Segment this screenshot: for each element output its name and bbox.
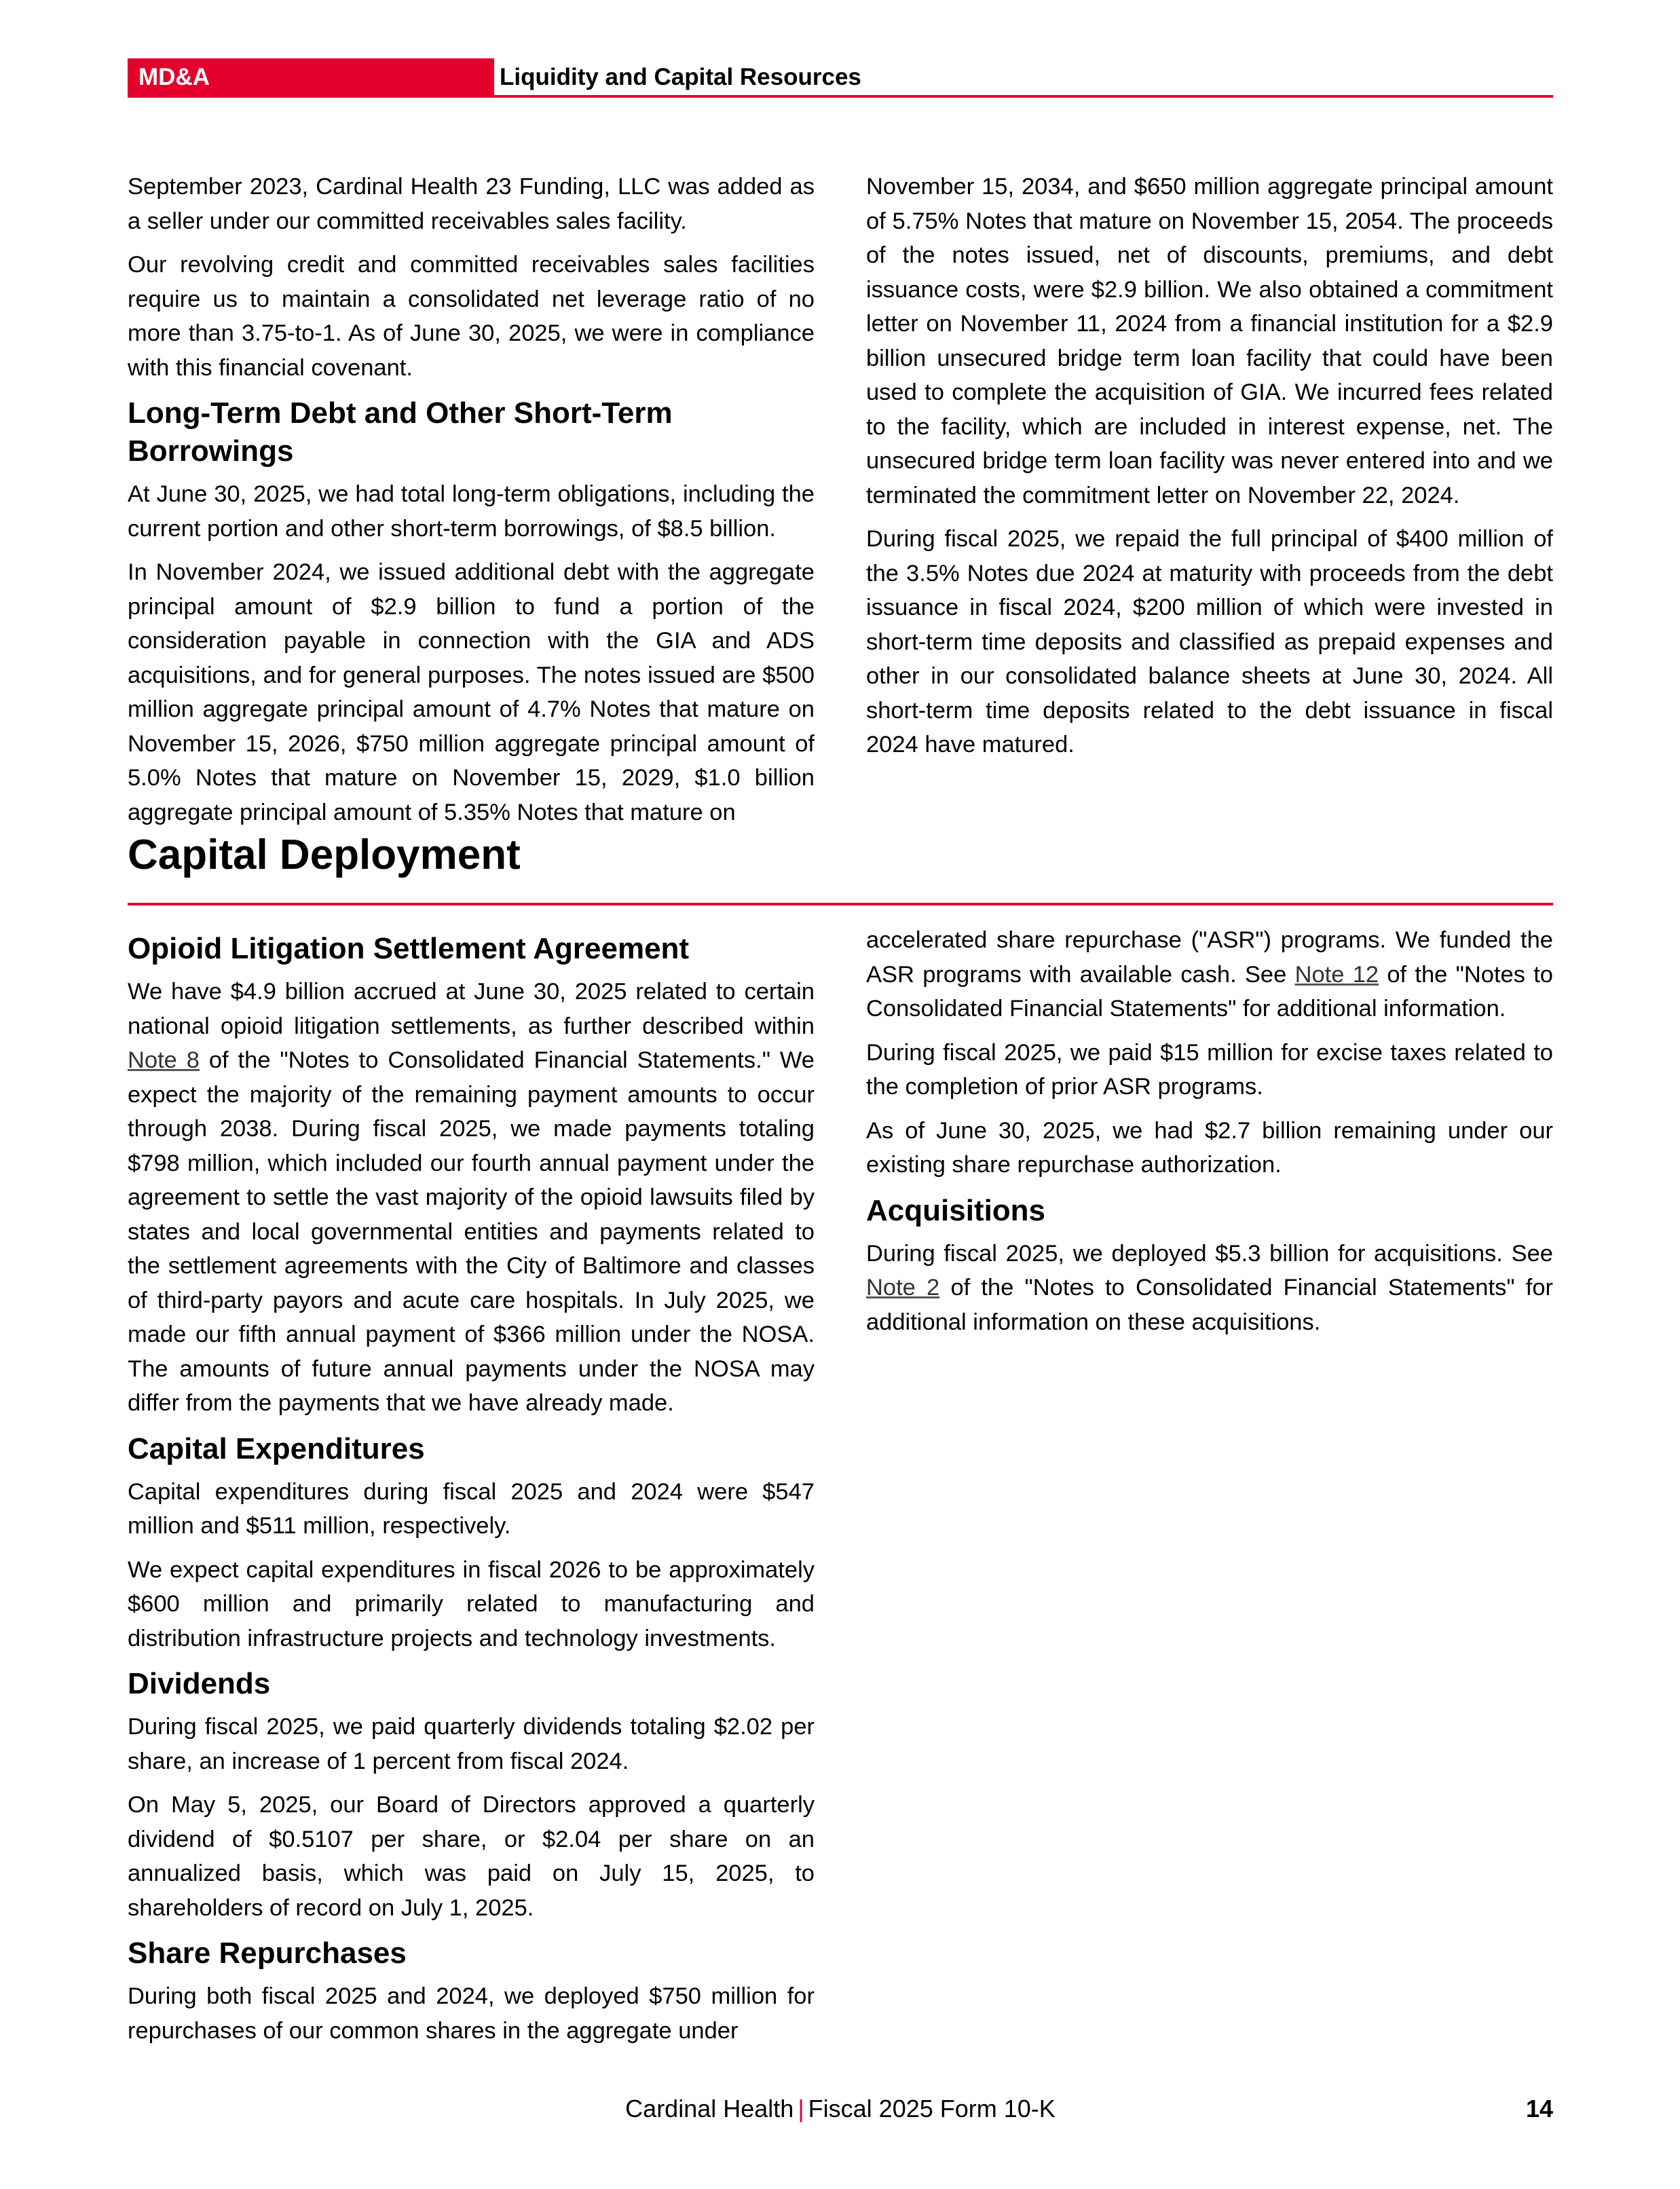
paragraph: Capital expenditures during fiscal 2025 and 2024 were $547 million and $511 million, respectively. [128, 1478, 815, 1539]
footer-separator: | [798, 2095, 804, 2122]
note-2-link[interactable]: Note 2 [866, 1275, 940, 1301]
paragraph: November 15, 2034, and $650 million aggregate principal amount of 5.75% Notes that mature on November 15, 2054. The proceeds of the notes issued, net of discounts, premiums, and debt issuance costs, were $2.9 billion. We also obtained a commitment letter on November 11, 2024 from a financial institution for a $2.9 billion unsecured bridge term loan facility that could have been used to complete the acquisition of GIA. We incurred fees related to the facility, which are included in interest expense, net. The unsecured bridge term loan facility was never entered into and we terminated the commitment letter on November 22, 2024. [866, 174, 1553, 508]
left-column-bottom [128, 923, 815, 2057]
footer-company: Cardinal Health [625, 2095, 794, 2122]
paragraph: Our revolving credit and committed receivables sales facilities require us to maintain a consolidated net leverage ratio of no more than 3.75-to-1. As of June 30, 2025, we were in compliance with this financial covenant. [128, 252, 815, 381]
page-number: 14 [1525, 2095, 1553, 2122]
text: of the "Notes to Consolidated Financial Statements" for additional information. [866, 961, 1553, 1022]
paragraph: During fiscal 2025, we paid $15 million for excise taxes related to the completion of prior ASR programs. [866, 1039, 1553, 1100]
paragraph: In November 2024, we issued additional debt with the aggregate principal amount of $2.9 billion to fund a portion of the consideration payable in connection with the GIA and ADS acquisitions, and for general purposes. The notes issued are $500 million aggregate principal amount of 4.7% Notes that mature on November 15, 2026, $750 million aggregate principal amount of 5.0% Notes that mature on November 15, 2029, $1.0 billion aggregate principal amount of 5.35% Notes that mature on [128, 559, 815, 825]
subheading-opioid: Opioid Litigation Settlement Agreement [128, 932, 690, 965]
page-header [128, 58, 1553, 96]
right-column-top [866, 170, 1553, 772]
paragraph: September 2023, Cardinal Health 23 Funding, LLC was added as a seller under our committed receivables sales facility. [128, 174, 815, 234]
subheading-acquisitions: Acquisitions [866, 1193, 1046, 1227]
paragraph: At June 30, 2025, we had total long-term obligations, including the current portion and other short-term borrowings, of $8.5 billion. [128, 481, 815, 542]
subheading-long-term-debt: Long-Term Debt and Other Short-Term Borrowings [128, 396, 673, 468]
paragraph: During both fiscal 2025 and 2024, we deployed $750 million for repurchases of our common shares in the aggregate under [128, 1983, 815, 2044]
text: accelerated share repurchase ("ASR") programs. We funded the ASR programs with available cash. See [866, 927, 1553, 988]
section-name: Liquidity and Capital Resources [500, 64, 861, 90]
note-12-link[interactable]: Note 12 [1294, 961, 1379, 988]
text: of the "Notes to Consolidated Financial Statements" for additional information on these acquisitions. [866, 1275, 1554, 1335]
section-title: Capital Deployment [128, 831, 521, 878]
text: During fiscal 2025, we deployed $5.3 billion for acquisitions. See [866, 1240, 1553, 1267]
paragraph: During fiscal 2025, we paid quarterly dividends totaling $2.02 per share, an increase of 1 percent from fiscal 2024. [128, 1714, 815, 1774]
subheading-dividends: Dividends [128, 1667, 271, 1700]
footer-doc: Fiscal 2025 Form 10-K [808, 2095, 1056, 2122]
paragraph-asr [866, 923, 1553, 1026]
paragraph-acquisitions [866, 1237, 1553, 1340]
text: of the "Notes to Consolidated Financial Statements." We expect the majority of the remaining payment amounts to occur through 2038. During fiscal 2025, we made payments totaling $798 million, which included our fourth annual payment under the agreement to settle the vast majority of the opioid lawsuits filed by states and local governmental entities and payments related to the settlement agreements with the City of Baltimore and classes of third-party payors and acute care hospitals. In July 2025, we made our fifth annual payment of $366 million under the NOSA. The amounts of future annual payments under the NOSA may differ from the payments that we have already made. [128, 1047, 815, 1416]
section-divider [128, 903, 1553, 905]
paragraph: On May 5, 2025, our Board of Directors approved a quarterly dividend of $0.5107 per share, or $2.04 per share on an annualized basis, which was paid on July 15, 2025, to shareholders of record on July 1, 2025. [128, 1792, 815, 1921]
section-tag: MD&A [128, 58, 494, 95]
paragraph: We expect capital expenditures in fiscal 2026 to be approximately $600 million and primarily related to manufacturing and distribution infrastructure projects and technology investments. [128, 1556, 815, 1651]
right-column-bottom [866, 923, 1553, 1349]
left-column-top [128, 170, 815, 839]
subheading-capex: Capital Expenditures [128, 1432, 425, 1465]
text: We have $4.9 billion accrued at June 30, 2025 related to certain national opioid litigation settlements, as further described within [128, 979, 815, 1039]
footer-title [128, 2092, 1553, 2126]
paragraph: During fiscal 2025, we repaid the full principal of $400 million of the 3.5% Notes due 2024 at maturity with proceeds from the debt issuance in fiscal 2024, $200 million of which were invested in short-term time deposits and classified as prepaid expenses and other in our consolidated balance sheets at June 30, 2024. All short-term time deposits related to the debt issuance in fiscal 2024 have matured. [866, 526, 1553, 757]
note-8-link[interactable]: Note 8 [128, 1047, 200, 1073]
subheading-share-repurchases: Share Repurchases [128, 1937, 407, 1970]
header-divider [128, 95, 1553, 98]
page-footer [128, 2092, 1553, 2126]
paragraph-opioid [128, 975, 815, 1421]
paragraph: As of June 30, 2025, we had $2.7 billion remaining under our existing share repurchase authorization. [866, 1117, 1553, 1178]
